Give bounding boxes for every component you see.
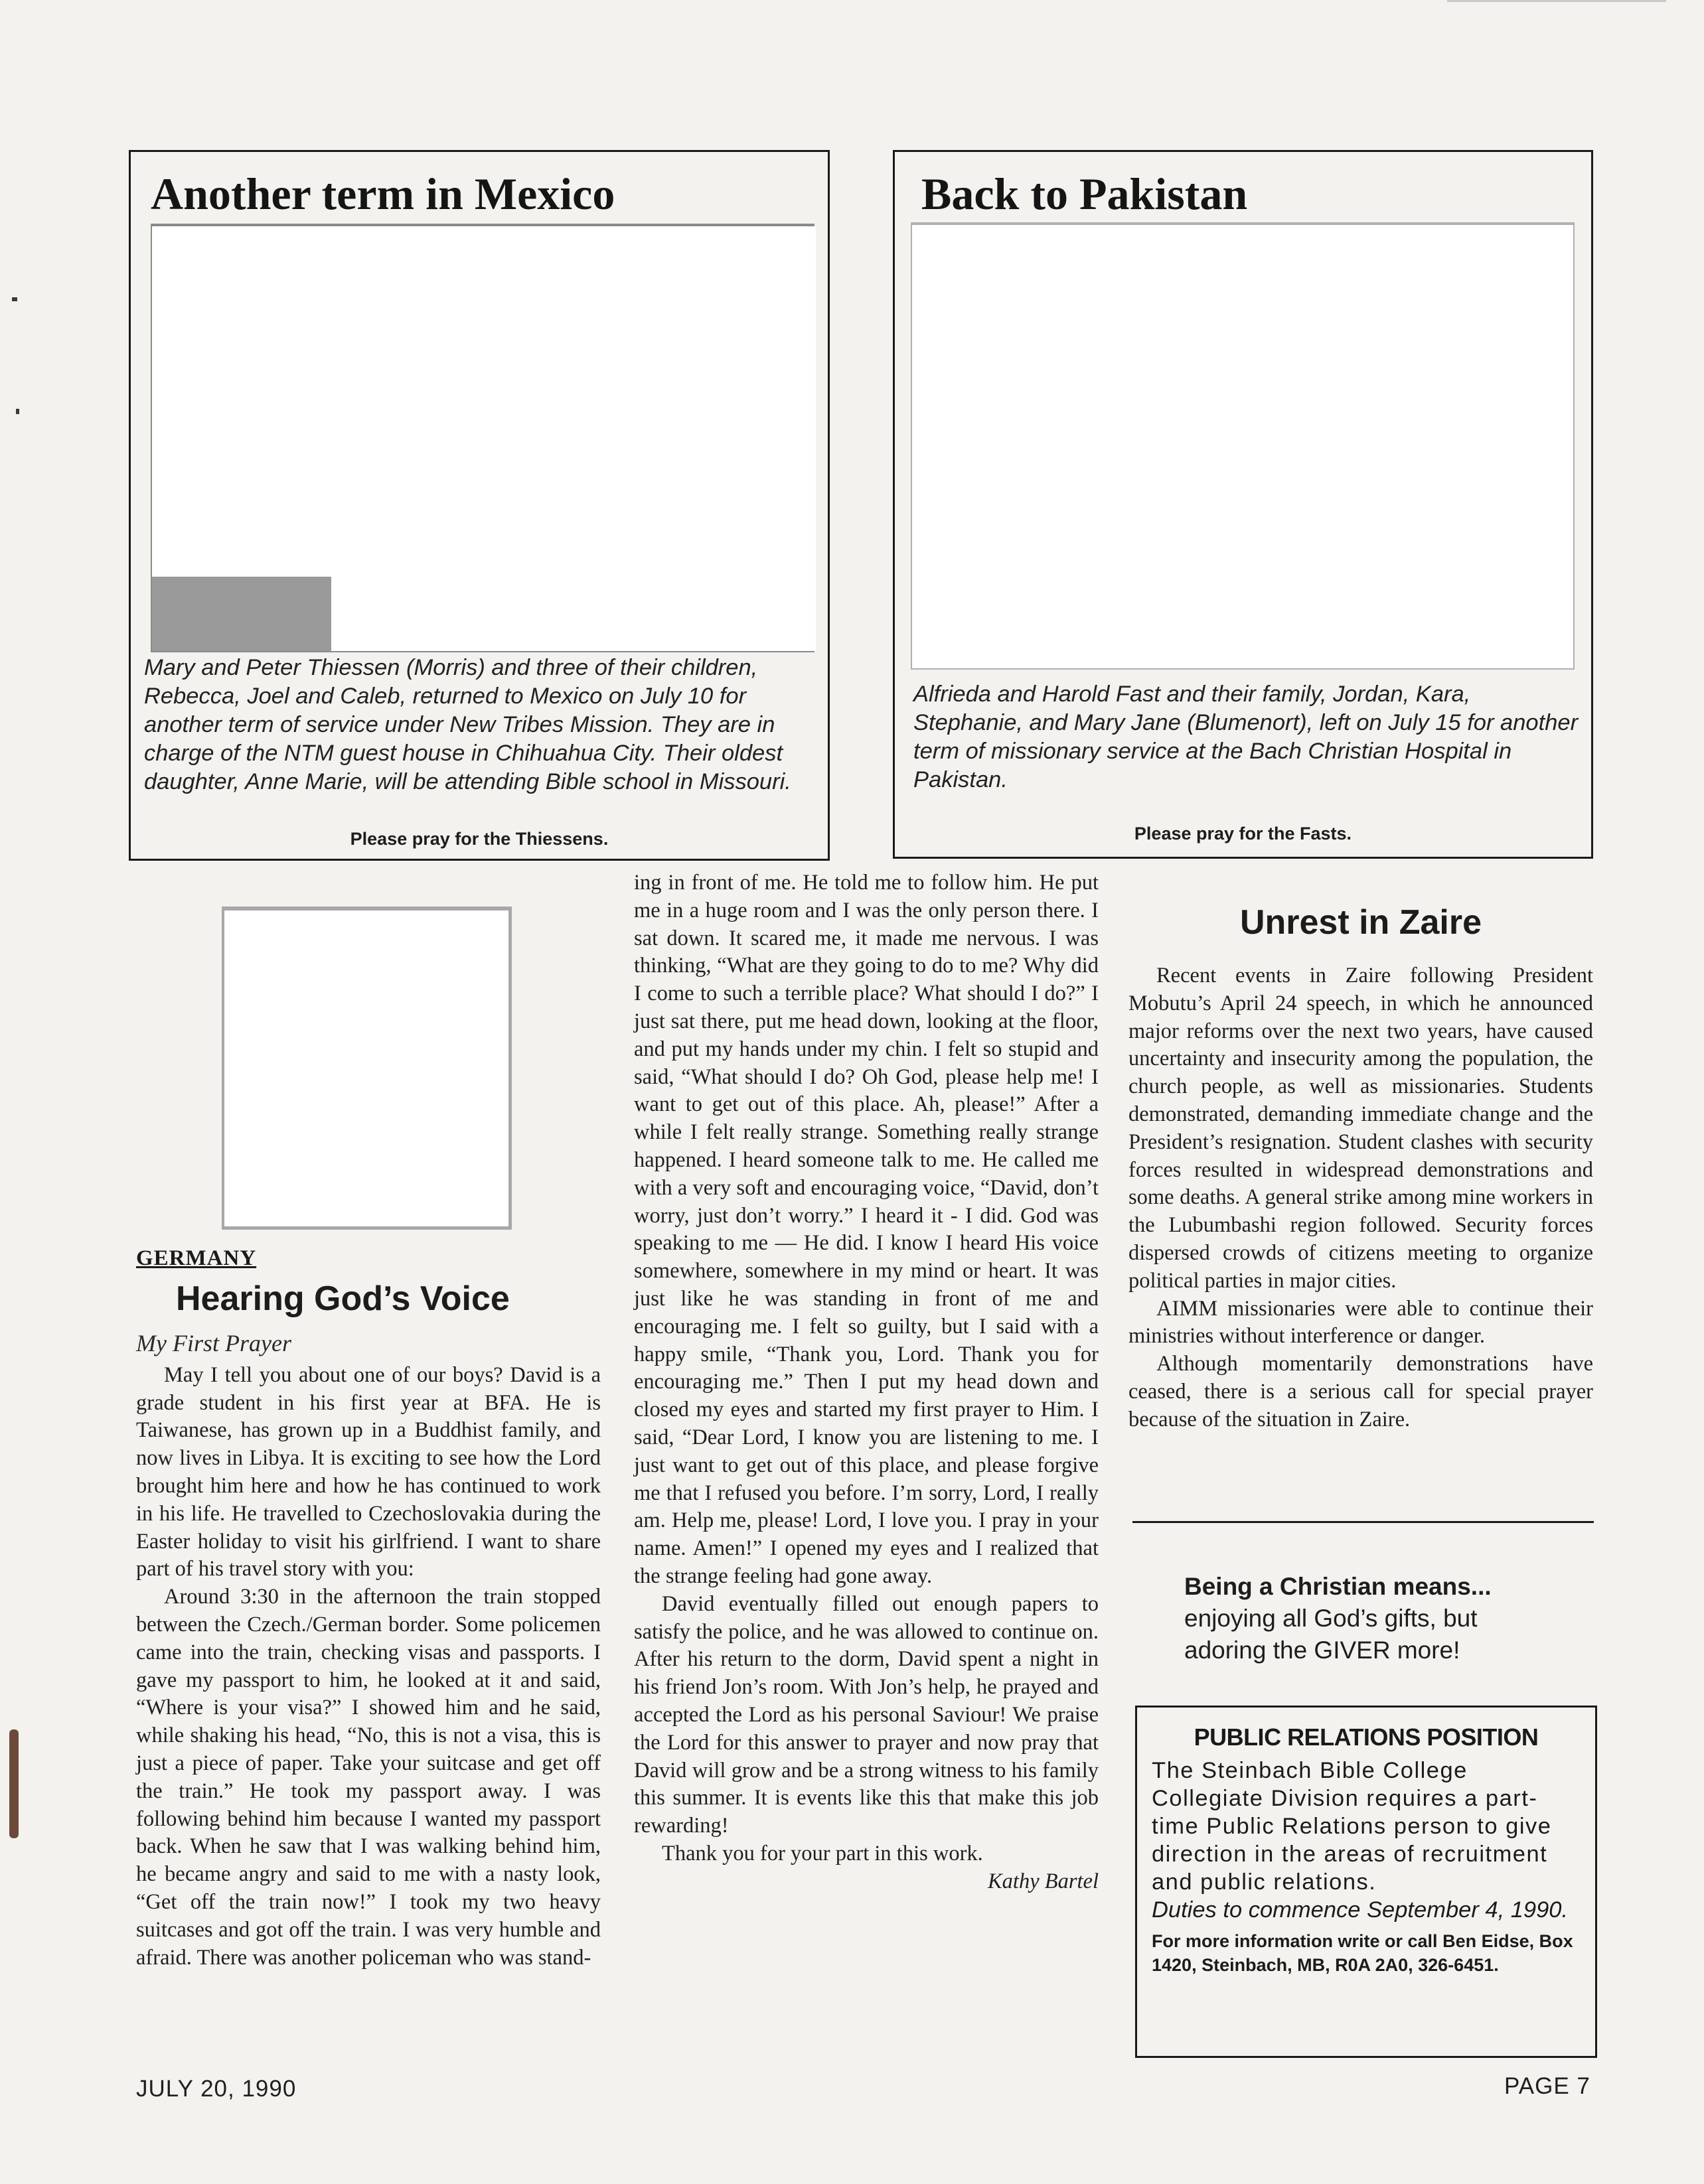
scan-speck: [12, 297, 17, 301]
christian-slogan: [1184, 1571, 1583, 1666]
page-number: PAGE 7: [1504, 2073, 1590, 2099]
zaire-headline: Unrest in Zaire: [1239, 903, 1482, 942]
pakistan-caption: Alfrieda and Harold Fast and their family, Jordan, Kara, Stephanie, and Mary Jane (Blumenort), left on July 15 for another term of missionary service at the Bach Christian Hospital in Pakistan.: [913, 682, 1579, 792]
germany-paragraph-5: Thank you for your part in this work.: [662, 1841, 983, 1865]
mexico-prayer-request: Please pray for the Thiessens.: [350, 829, 609, 849]
pakistan-family-photo: [912, 225, 1573, 668]
public-relations-ad: [1135, 1706, 1597, 2058]
germany-article-column-2: [634, 869, 1099, 1895]
zaire-paragraph-3: Although momentarily demonstrations have ceased, there is a serious call for special prayer because of the situation in Zaire.: [1128, 1352, 1593, 1431]
pakistan-feature-box: [893, 150, 1593, 859]
top-edge-line: [1447, 0, 1666, 2]
zaire-paragraph-1: Recent events in Zaire following President Mobutu’s April 24 speech, in which he announced major reforms over the next two years, have caused uncertainty and insecurity among the population, the church people, as well as missionaries. Students demonstrated, demanding immediate change and the President’s resignation. Student clashes with security forces resulted in widespread demonstrations and some deaths. A general strike among mine workers in the Lubumbashi region followed. Security forces dispersed crowds of citizens meeting to organize political parties in major cities.: [1128, 964, 1593, 1293]
zaire-article: [1128, 901, 1593, 1434]
issue-date: JULY 20, 1990: [136, 2076, 297, 2102]
germany-article-column-1: [136, 1245, 601, 1972]
ad-body: The Steinbach Bible College Collegiate Division requires a part-time Public Relations person to give direction in the areas of recruitment and public relations.: [1152, 1758, 1552, 1895]
david-portrait-photo: [224, 910, 508, 1226]
scan-speck: [16, 409, 19, 414]
germany-section-label: GERMANY: [136, 1246, 257, 1270]
germany-headline: Hearing God’s Voice: [176, 1279, 510, 1318]
ad-duties: Duties to commence September 4, 1990.: [1152, 1897, 1569, 1923]
pakistan-prayer-request: Please pray for the Fasts.: [1134, 824, 1352, 843]
zaire-paragraph-2: AIMM missionaries were able to continue their ministries without interference or danger.: [1128, 1296, 1593, 1348]
slogan-line-3: adoring the GIVER more!: [1184, 1637, 1460, 1664]
germany-paragraph-3: ing in front of me. He told me to follow him. He put me in a huge room and I was the only person there. I sat down. It scared me, it made me nervous. I was thinking, “What are they going to do to me? Why did I come to such a terrible place? What should I do?” I just sat there, put me head down, looking at the floor, and put my hands under my chin. I felt so stupid and said, “What should I do? Oh God, please help me! I want to get out of this place. Ah, please!” After a while I felt really strange. Something really strange happened. I heard someone talk to me. He called me with a very soft and encouraging voice, “David, don’t worry, just don’t worry.” I heard it - I did. God was speaking to me — He did. I know I heard His voice somewhere, somewhere in my mind or heart. It was just like he was standing in front of me and encouraging me. I felt so guilty, but I said with a happy smile, “Thank you, Lord. Thank you for encouraging me.” Then I put my head down and closed my eyes and started my first prayer to Him. I said, “Dear Lord, I know you are listening to me. I just want to get out of this place, and please forgive me that I refused you before. I’m sorry, Lord, I really am. Help me, please! Lord, I love you. I pray in your name. Amen!” I opened my eyes and I realized that the strange feeling had gone away.: [634, 871, 1099, 1588]
mexico-feature-box: [129, 150, 830, 861]
germany-paragraph-4: David eventually filled out enough papers to satisfy the police, and he was allowed to continue on. After his return to the dorm, David spent a night in his friend Jon’s room. With Jon’s help, he prayed and accepted the Lord as his personal Saviour! We praise the Lord for this answer to prayer and now pray that David will grow and be a strong witness to his family this summer. It is events like this that make this job rewarding!: [634, 1591, 1099, 1838]
germany-byline: Kathy Bartel: [988, 1869, 1099, 1893]
mexico-caption: Mary and Peter Thiessen (Morris) and three of their children, Rebecca, Joel and Caleb, returned to Mexico on July 10 for another term of service under New Tribes Mission. They are in charge of the NTM guest house in Chihuahua City. Their oldest daughter, Anne Marie, will be attending Bible school in Missouri.: [144, 655, 791, 794]
pakistan-headline: Back to Pakistan: [921, 169, 1248, 219]
zaire-divider: [1132, 1521, 1594, 1523]
germany-paragraph-2: Around 3:30 in the afternoon the train stopped between the Czech./German border. Some policemen came into the train, checking visas and passports. I gave my passport to him, he looked at it and said, “Where is your visa?” I showed him and he said, while shaking his head, “No, this is not a visa, this is just a piece of paper. Take your suitcase and get off the train.” He took my passport away. I was following behind him because I wanted my passport back. When he saw that I was walking behind him, he became angry and said to me with a nasty look, “Get off the train now!” I took my two heavy suitcases and got off the train. I was very humble and afraid. There was another policeman who was stand-: [136, 1585, 601, 1970]
binding-hole-mark: [9, 1729, 19, 1838]
germany-paragraph-1: May I tell you about one of our boys? David is a grade student in his first year at BFA. He is Taiwanese, has grown up in a Buddhist family, and now lives in Libya. It is exciting to see how the Lord brought him here and how he has continued to work in his life. He travelled to Czechoslovakia during the Easter holiday to visit his girlfriend. I want to share part of his travel story with you:: [136, 1362, 601, 1581]
mexico-headline: Another term in Mexico: [151, 169, 615, 219]
slogan-line-1: Being a Christian means...: [1184, 1573, 1492, 1600]
slogan-line-2: enjoying all God’s gifts, but: [1184, 1605, 1478, 1632]
germany-subhead: My First Prayer: [136, 1329, 291, 1356]
ad-contact-info: For more information write or call Ben Eidse, Box 1420, Steinbach, MB, R0A 2A0, 326-6451.: [1152, 1931, 1573, 1975]
mexico-photo-corner: [152, 577, 331, 651]
ad-title: PUBLIC RELATIONS POSITION: [1194, 1723, 1539, 1751]
